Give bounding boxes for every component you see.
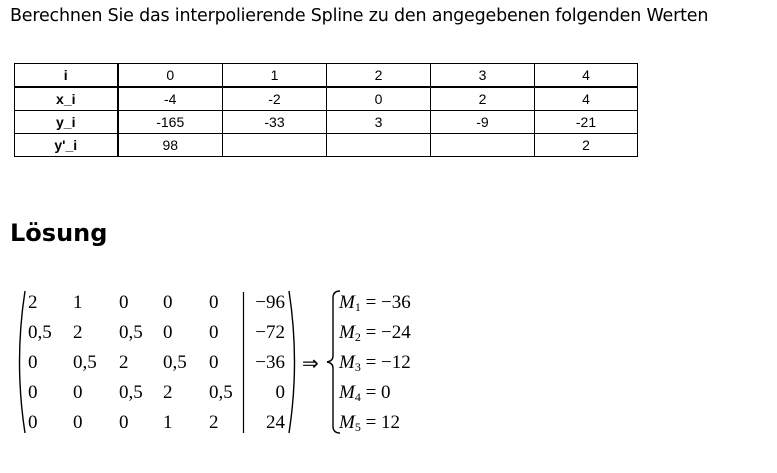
matrix-cell: 0: [73, 412, 83, 433]
solution-index: 2: [354, 330, 361, 344]
solution-index: 1: [354, 300, 361, 314]
matrix-cell: 0: [209, 322, 219, 343]
rhs-value: −72: [255, 322, 285, 343]
table-row-label: x_i: [15, 87, 118, 111]
rhs-value: −96: [255, 292, 285, 313]
solution-variable: M: [339, 322, 355, 343]
table-header-cell: 1: [223, 64, 327, 88]
solution-variable: M: [339, 382, 355, 403]
solution-index: 3: [354, 360, 361, 374]
table-cell: 98: [118, 134, 223, 157]
table-cell: -4: [118, 87, 223, 111]
table-cell: -33: [223, 111, 327, 134]
matrix-cell: 0: [73, 382, 83, 403]
solution-value: = −36: [365, 292, 411, 313]
matrix-left-paren: [20, 291, 26, 433]
rhs-value: −36: [255, 352, 285, 373]
rhs-value: 0: [275, 382, 285, 403]
rhs-value: 24: [266, 412, 285, 433]
matrix-cell: 2: [73, 322, 83, 343]
solution-value: = −12: [365, 352, 411, 373]
table-cell: 2: [535, 134, 638, 157]
implies-arrow: ⇒: [302, 353, 319, 375]
table-cell: -21: [535, 111, 638, 134]
solution-index: 4: [354, 390, 361, 404]
solution-variable: M: [339, 352, 355, 373]
matrix-cell: 0: [28, 352, 38, 373]
table-cell: -2: [223, 87, 327, 111]
solution-value: = −24: [365, 322, 411, 343]
matrix-cell: 0: [163, 292, 173, 313]
solution-line: [339, 382, 391, 405]
matrix-cell: 0: [28, 382, 38, 403]
solution-index: 5: [354, 420, 361, 434]
solution-variable: M: [339, 412, 355, 433]
solution-heading: Lösung: [10, 219, 108, 247]
matrix-cell: 0,5: [119, 322, 143, 343]
matrix-right-paren: [289, 291, 295, 433]
solution-line: [339, 322, 411, 345]
matrix-cell: 0: [119, 412, 129, 433]
matrix-cell: 2: [119, 352, 129, 373]
matrix-cell: 0,5: [73, 352, 97, 373]
matrix-cell: 0,5: [119, 382, 143, 403]
matrix-cell: 0,5: [163, 352, 187, 373]
matrix-cell: 0,5: [28, 322, 52, 343]
matrix-cell: 1: [73, 292, 83, 313]
table-header-cell: i: [15, 64, 118, 88]
table-cell: 0: [327, 87, 431, 111]
table-cell: 4: [535, 87, 638, 111]
matrix-cell: 1: [163, 412, 173, 433]
matrix-cell: 0: [163, 322, 173, 343]
solution-variable: M: [339, 292, 355, 313]
matrix-cell: 0: [119, 292, 129, 313]
solution-value: = 0: [365, 382, 391, 403]
matrix-cell: 2: [163, 382, 173, 403]
matrix-cell: 0: [209, 292, 219, 313]
table-cell: 2: [431, 87, 535, 111]
table-header-cell: 0: [118, 64, 223, 88]
matrix-cell: 0: [209, 352, 219, 373]
matrix-cell: 2: [28, 292, 38, 313]
solution-value: = 12: [365, 412, 401, 433]
table-cell: -165: [118, 111, 223, 134]
matrix-cell: 0: [28, 412, 38, 433]
matrix-cell: 2: [209, 412, 219, 433]
table-header-cell: 3: [431, 64, 535, 88]
table-row-label: y_i: [15, 111, 118, 134]
table-header-cell: 2: [327, 64, 431, 88]
solution-line: [339, 352, 411, 375]
matrix-cell: 0,5: [209, 382, 233, 403]
table-header-cell: 4: [535, 64, 638, 88]
solution-line: [339, 292, 411, 315]
table-cell: -9: [431, 111, 535, 134]
table-row-label: y'_i: [15, 134, 118, 157]
task-statement: Berechnen Sie das interpolierende Spline zu den angegebenen folgenden Werten: [10, 6, 709, 26]
solution-line: [339, 412, 400, 435]
table-cell: 3: [327, 111, 431, 134]
